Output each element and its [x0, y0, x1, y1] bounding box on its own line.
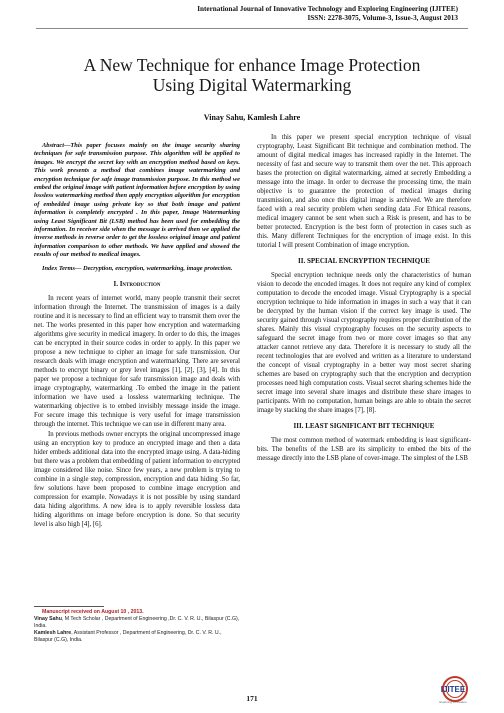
abstract: Abstract—This paper focuses mainly on the image security sharing techniques for safe transmission purpose. This algorithm will be applied to images. We encrypt the secret key with an encryption method based on keys. This work presents a method that combines image watermarking and encryption technique for safe image transmission purpose. In this method we embed the original image with patient information before encryption by using lossless watermarking method then apply encryption algorithm for encryption of embedded image using private key so that both image and patient information is completely encrypted . In this paper, Image Watermarking using Least Significant Bit (LSB) method has been used for embedding the information. In receiver side when the message is arrived then we applied the inverse methods in reverse order to get the lossless original image and patient information comparison to other methods. We have applied and showed the results of our method to medical images. [34, 142, 240, 259]
footnote-author-1 [34, 616, 240, 630]
footnote-author-1-info: , M Tech Scholar , Department of Engineering ,Dr. C. V. R. U., Bilaspur (C.G), India. [34, 616, 240, 629]
logo-subtext: Exploring Innovation [439, 700, 467, 704]
section-1-paragraph-2: In previous methods owner encrypts the original uncompressed image using an encryption key to produce an encrypted image and then a data hider embeds additional data into the encrypted image using. A data-hiding but there was a problem that embedding of patient information to encrypted image considered like noise. Since few years, a new problem is trying to combine in a single step, compression, encryption and data hiding .So far, few solutions have been proposed to combine image encryption and compression for example. Nowadays it is not possible by using standard data hiding algorithms. A new idea is to apply reversible lossless data hiding algorithms on image before encryption is done. So that security level is also high [4], [6]. [34, 431, 240, 529]
section-1-paragraph-1: In recent years of internet world, many people transmit their secret information through the Internet. The transmission of images is a daily routine and it is necessary to find an efficient way to transmit them over the net. The works presented in this paper how encryption and watermarking algorithms give security in medical imagery. In order to do this, the images can be encrypted in their source codes in order to apply. In this paper we propose a new technique to cipher an image for safe transmission. Our research deals with image encryption and watermarking. There are several methods to encrypt binary or grey level images [1], [2], [3], [4]. In this paper we propose a technique for safe transmission image and deals with image cryptography, watermarking .To embed the image in the patient information we have used a lossless watermarking technique. The watermarking objective is to embed invisibly message inside the image. For secure image this technique is very useful for image transmission through the internet. This technique we can use in different many area. [34, 295, 240, 429]
journal-name: International Journal of Innovative Technology and Exploring Engineering (IJITEE) [197, 5, 458, 13]
header-rule [36, 28, 468, 29]
footnote-author-2-name: Kamlesh Lahre [34, 630, 72, 636]
left-column [34, 142, 240, 530]
journal-logo [432, 676, 474, 706]
footnotes [34, 606, 240, 644]
title-line-2: Using Digital Watermarking [152, 75, 352, 95]
section-3-heading: III. LEAST SIGNIFICANT BIT TECHNIQUE [293, 422, 435, 430]
journal-issn: ISSN: 2278-3075, Volume-3, Issue-3, August 2013 [307, 14, 458, 22]
section-3-paragraph-1: The most common method of watermark embedding is least significant-bits. The benefits of the LSB are its simplicity to embed the bits of the message directly into the LSB plane of cover-image. The simplest of the LSB [257, 437, 471, 462]
right-column [257, 133, 471, 464]
manuscript-received: Manuscript received on August 10 , 2013. [42, 609, 144, 615]
footnote-author-1-name: Vinay Sahu [34, 616, 62, 622]
footnote-rule [34, 606, 104, 607]
section-2-heading: II. SPECIAL ENCRYPTION TECHNIQUE [298, 257, 430, 265]
paper-authors: Vinay Sahu, Kamlesh Lahre [203, 113, 301, 122]
footnote-author-2 [34, 630, 240, 644]
section-1-paragraph-3: In this paper we present special encryption technique of visual cryptography, Least Significant Bit technique and combination method. The amount of digital medical images has increased rapidly in the Internet. The necessity of fast and secure way to transmit them over the net. This approach bases the protection on digital watermarking, aimed at secretly Embedding a message into the image. In order to decrease the processing time, the main objective is to guarantee the protection of medical images during transmission, and also once this digital image is archived. We are therefore faced with a real security problem when sending data .For Ethical reasons, medical imagery cannot be sent when such a Risk is present, and has to be better protected. Encryption is the best form of protection in cases such as this. Many different Techniques for the encryption of image exist. In this tutorial I will present Combination of image encryption. [257, 134, 471, 249]
title-line-1: A New Technique for enhance Image Protection [83, 55, 421, 75]
journal-header [197, 5, 458, 23]
paper-title [40, 55, 464, 95]
index-terms: Index Terms— Decryption, encryption, watermarking, image protection. [42, 264, 233, 272]
footnote-author-2-info: , Assistant Professor , Department of Engineering, Dr. C. V. R. U., Bilaspur (C.G), India. [34, 630, 222, 643]
page-number: 171 [246, 694, 258, 703]
section-2-paragraph-1: Special encryption technique needs only the characteristics of human vision to decode the encoded images. It does not require any kind of complex computation to decode the encoded image. Visual Cryptography is a special encryption technique to hide information in images in such a way that it can be decrypted by the human vision if the correct key image is used. The security gained through visual cryptography requires proper distribution of the shares. Mainly this visual cryptography focuses on the security aspects to safeguard the secret image from two or more cover images so that any attacker cannot retrieve any data. Therefore it is necessary to study all the recent technologies that are evolved and written as a literature to understand the concept of visual cryptography in a better way most secret sharing schemes are based on cryptography such that the encryption and decryption processes need high computation costs. Visual secret sharing schemes hide the secret image into several share images and distribute these share images to participants. With no computation, human beings are able to obtain the secret image by stacking the share images [7], [8]. [257, 272, 471, 414]
logo-text: IJITEE [440, 685, 466, 694]
section-1-heading: I. Introduction [113, 280, 161, 289]
